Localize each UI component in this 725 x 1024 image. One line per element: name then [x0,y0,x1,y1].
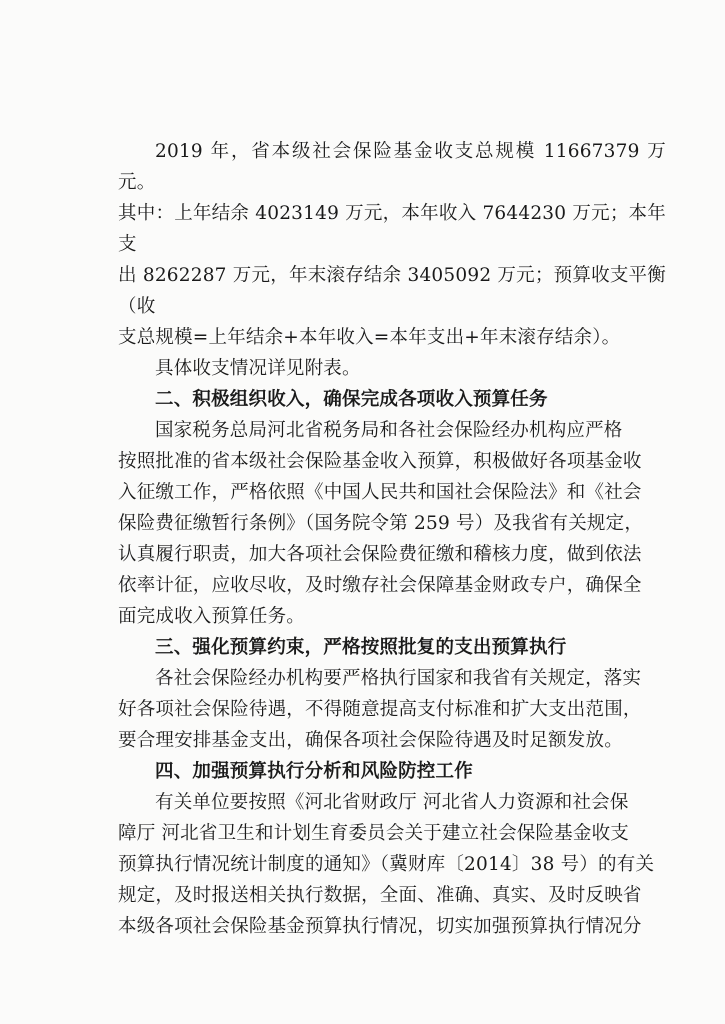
text-line: 面完成收入预算任务。 [118,606,306,627]
text-line: 预算执行情况统计制度的通知》（冀财库〔2014〕38 号）的有关 [118,854,655,875]
text-line: 四、加强预算执行分析和风险防控工作 [155,761,473,782]
text-line: 要合理安排基金支出，确保各项社会保险待遇及时足额发放。 [118,730,623,751]
text-line: 各社会保险经办机构要严格执行国家和我省有关规定，落实 [155,668,642,689]
paragraph-summary [118,136,666,353]
paragraph-analysis-para [118,787,666,942]
section-heading-heading-4 [118,756,666,787]
paragraph-expense-para [118,663,666,756]
text-line: 其中：上年结余 4023149 万元，本年收入 7644230 万元；本年支 [118,203,666,255]
text-line: 按照批准的省本级社会保险基金收入预算，积极做好各项基金收 [118,451,642,472]
text-line: 具体收支情况详见附表。 [155,358,361,379]
text-line: 2019 年，省本级社会保险基金收支总规模 11667379 万元。 [118,141,666,193]
text-line: 依率计征，应收尽收，及时缴存社会保障基金财政专户，确保全 [118,575,642,596]
text-line: 支总规模=上年结余+本年收入=本年支出+年末滚存结余）。 [118,327,621,348]
text-line: 入征缴工作，严格依照《中国人民共和国社会保险法》和《社会 [118,482,642,503]
section-heading-heading-3 [118,632,666,663]
text-line: 好各项社会保险待遇，不得随意提高支付标准和扩大支出范围， [118,699,642,720]
text-line: 三、强化预算约束，严格按照批复的支出预算执行 [155,637,567,658]
paragraph-see-attachment [118,353,666,384]
text-line: 保险费征缴暂行条例》（国务院令第 259 号）及我省有关规定， [118,513,644,534]
text-line: 二、积极组织收入，确保完成各项收入预算任务 [155,389,548,410]
text-line: 本级各项社会保险基金预算执行情况，切实加强预算执行情况分 [118,916,642,937]
document-body [118,136,666,942]
text-line: 有关单位要按照《河北省财政厅 河北省人力资源和社会保 [155,792,629,813]
text-line: 出 8262287 万元，年末滚存结余 3405092 万元；预算收支平衡（收 [118,265,666,317]
paragraph-income-para [118,415,666,632]
section-heading-heading-2 [118,384,666,415]
text-line: 认真履行职责，加大各项社会保险费征缴和稽核力度，做到依法 [118,544,642,565]
text-line: 障厅 河北省卫生和计划生育委员会关于建立社会保险基金收支 [118,823,629,844]
text-line: 规定，及时报送相关执行数据，全面、准确、真实、及时反映省 [118,885,642,906]
text-line: 国家税务总局河北省税务局和各社会保险经办机构应严格 [155,420,623,441]
